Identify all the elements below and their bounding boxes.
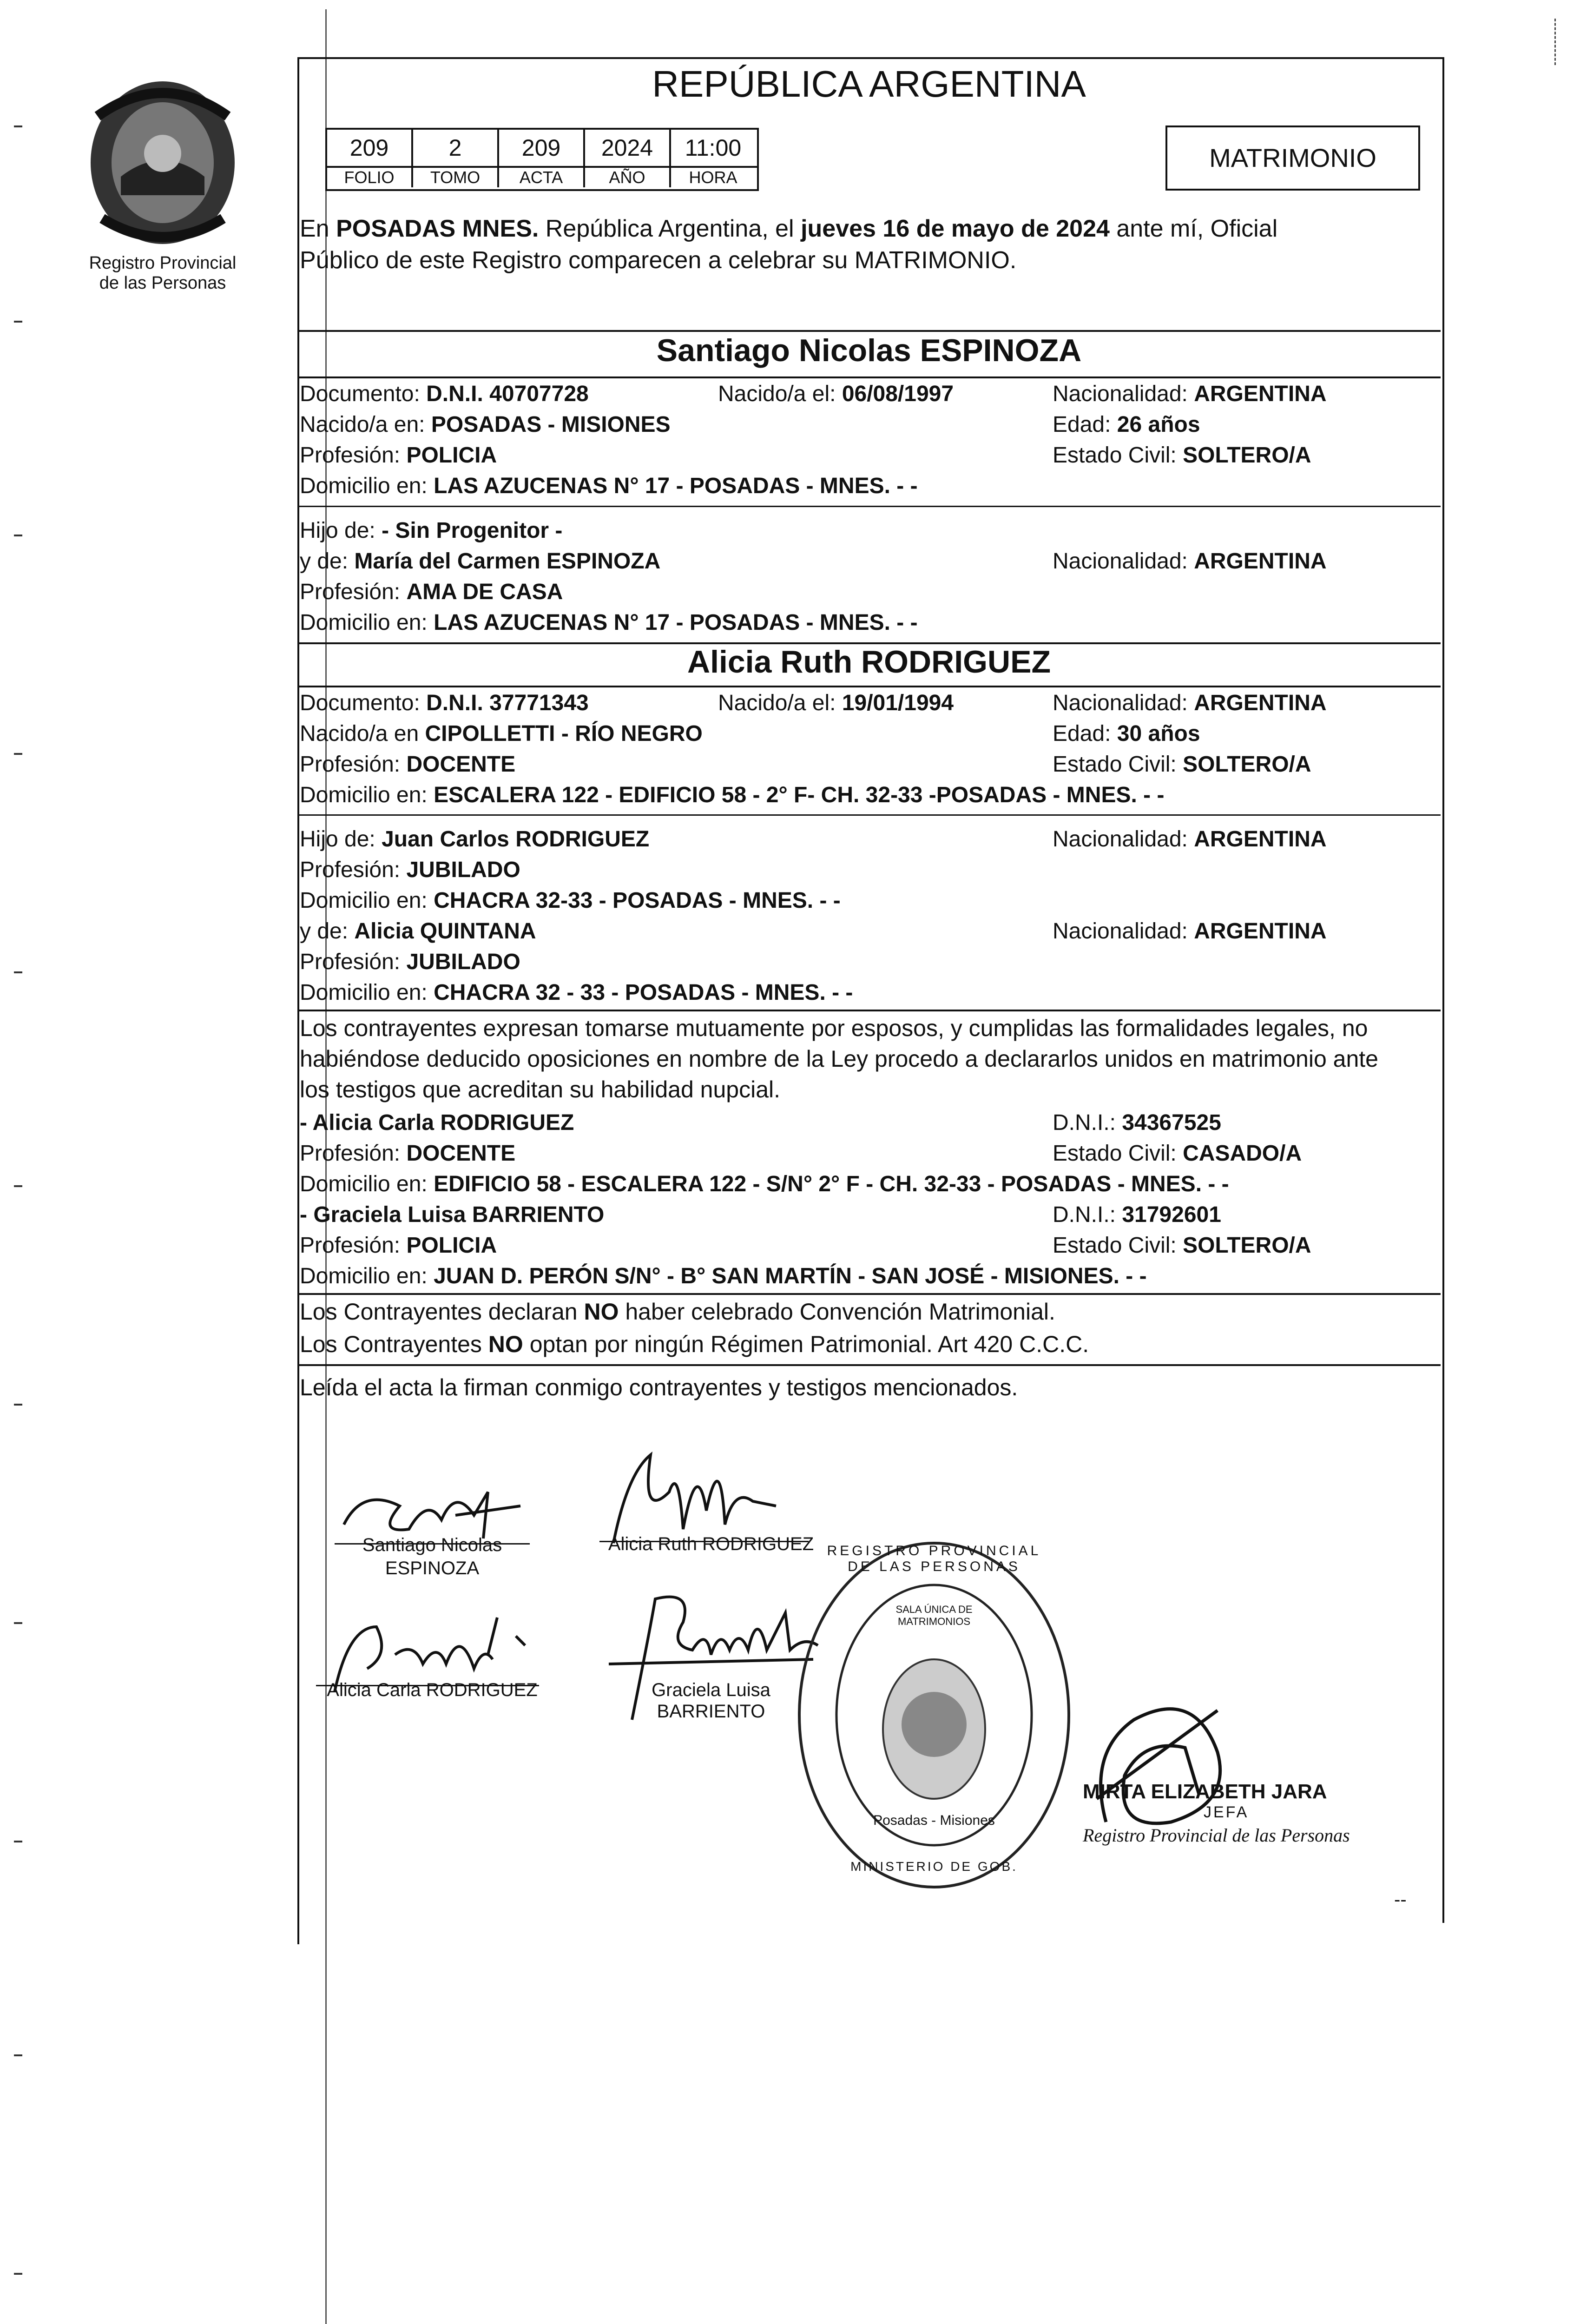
intro-line-1: En POSADAS MNES. República Argentina, el jueves 16 de mayo de 2024 ante mí, Oficial bbox=[300, 215, 1278, 242]
logo bbox=[70, 74, 256, 293]
divider-thin bbox=[297, 814, 1441, 816]
tomo-value: 2 bbox=[413, 130, 499, 166]
margin-tick bbox=[14, 125, 22, 127]
signer-4-line-1: Graciela Luisa bbox=[652, 1680, 770, 1700]
tomo-label: TOMO bbox=[413, 168, 499, 187]
act-type: MATRIMONIO bbox=[1209, 143, 1376, 172]
spouse2-row-addr: Domicilio en: ESCALERA 122 - EDIFICIO 58 - 2° F- CH. 32-33 -POSADAS - MNES. - - bbox=[300, 783, 1165, 807]
signer-4-line-2: BARRIENTO bbox=[657, 1701, 765, 1722]
declaration-line-3: los testigos que acreditan su habilidad nupcial. bbox=[300, 1076, 781, 1103]
margin-tick bbox=[14, 1622, 22, 1624]
intro-line-2: Público de este Registro comparecen a celebrar su MATRIMONIO. bbox=[300, 247, 1017, 274]
divider bbox=[297, 686, 1441, 687]
hora-label: HORA bbox=[689, 168, 737, 187]
seal-city-text: Posadas - Misiones bbox=[873, 1813, 995, 1828]
margin-tick bbox=[14, 535, 22, 536]
margin-tick bbox=[14, 2273, 22, 2275]
divider bbox=[297, 1010, 1441, 1011]
acta-value: 209 bbox=[499, 130, 585, 166]
logo-caption-1: Registro Provincial bbox=[89, 253, 237, 273]
margin-tick bbox=[14, 321, 22, 323]
acta-label: ACTA bbox=[499, 168, 585, 187]
spouse1-mother-prof: Profesión: AMA DE CASA bbox=[300, 580, 563, 604]
spouse1-row-addr: Domicilio en: LAS AZUCENAS N° 17 - POSADAS - MNES. - - bbox=[300, 474, 918, 498]
signer-1-line-2: ESPINOZA bbox=[385, 1558, 480, 1578]
seal-ministry-text: MINISTERIO DE GOB. bbox=[850, 1859, 1018, 1874]
margin-tick bbox=[14, 2054, 22, 2056]
margin-tick bbox=[14, 753, 22, 755]
margin-tick bbox=[14, 1185, 22, 1187]
spouse1-name: Santiago Nicolas ESPINOZA bbox=[656, 333, 1082, 368]
signer-2: Alicia Ruth RODRIGUEZ bbox=[608, 1534, 814, 1554]
divider bbox=[297, 376, 1441, 378]
divider-thin bbox=[297, 506, 1441, 507]
intro-date: jueves 16 de mayo de 2024 bbox=[801, 215, 1110, 242]
convention-line-1: Los Contrayentes declaran NO haber celebrado Convención Matrimonial. bbox=[300, 1299, 1055, 1325]
closing-text: Leída el acta la firman conmigo contrayentes y testigos mencionados. bbox=[300, 1374, 1018, 1400]
hora-value: 11:00 bbox=[685, 135, 742, 161]
seal-outer-text: REGISTRO PROVINCIAL DE LAS PERSONAS bbox=[827, 1543, 1041, 1574]
act-type-box bbox=[1165, 125, 1420, 191]
spouse2-mother-prof: Profesión: JUBILADO bbox=[300, 950, 520, 974]
witness2-addr-row: Domicilio en: JUAN D. PERÓN S/N° - B° SAN MARTÍN - SAN JOSÉ - MISIONES. - - bbox=[300, 1264, 1147, 1288]
right-edge-mark bbox=[1554, 19, 1556, 65]
folio-label: FOLIO bbox=[327, 168, 413, 187]
signer-3: Alicia Carla RODRIGUEZ bbox=[327, 1680, 538, 1700]
footer-dash: -- bbox=[1394, 1889, 1407, 1910]
anio-value: 2024 bbox=[585, 130, 671, 166]
spouse2-name: Alicia Ruth RODRIGUEZ bbox=[687, 644, 1051, 680]
intro-place: POSADAS MNES. bbox=[336, 215, 539, 242]
declaration-line-2: habiéndose deducido oposiciones en nombre de la Ley procedo a declararlos unidos en matrimonio ante bbox=[300, 1046, 1378, 1072]
divider bbox=[297, 330, 1441, 332]
official-title: JEFA bbox=[1204, 1803, 1249, 1821]
folio-value: 209 bbox=[327, 130, 413, 166]
country-title: REPÚBLICA ARGENTINA bbox=[652, 63, 1086, 105]
seal-inner-text: SALA ÚNICA DE MATRIMONIOS bbox=[895, 1604, 973, 1627]
convention-line-2: Los Contrayentes NO optan por ningún Régimen Patrimonial. Art 420 C.C.C. bbox=[300, 1331, 1089, 1357]
spouse2-father-prof: Profesión: JUBILADO bbox=[300, 858, 520, 882]
divider bbox=[297, 1364, 1441, 1366]
spouse2-mother-addr: Domicilio en: CHACRA 32 - 33 - POSADAS - MNES. - - bbox=[300, 980, 853, 1005]
spouse1-father: Hijo de: - Sin Progenitor - bbox=[300, 518, 563, 543]
margin-tick bbox=[14, 1404, 22, 1406]
province-emblem-icon bbox=[70, 74, 256, 251]
margin-tick bbox=[14, 971, 22, 973]
logo-caption-2: de las Personas bbox=[99, 273, 226, 293]
registry-seal-icon bbox=[790, 1534, 1078, 1896]
anio-label: AÑO bbox=[585, 168, 671, 187]
margin-tick bbox=[14, 1841, 22, 1842]
official-org: Registro Provincial de las Personas bbox=[1083, 1825, 1350, 1846]
witness1-addr-row: Domicilio en: EDIFICIO 58 - ESCALERA 122 - S/N° 2° F - CH. 32-33 - POSADAS - MNES. - - bbox=[300, 1172, 1229, 1196]
divider bbox=[297, 1293, 1441, 1295]
official-name: MIRTA ELIZABETH JARA bbox=[1083, 1780, 1327, 1803]
spouse1-mother-addr: Domicilio en: LAS AZUCENAS N° 17 - POSADAS - MNES. - - bbox=[300, 610, 918, 635]
spouse2-father-addr: Domicilio en: CHACRA 32-33 - POSADAS - MNES. - - bbox=[300, 888, 841, 913]
declaration-line-1: Los contrayentes expresan tomarse mutuamente por esposos, y cumplidas las formalidades legales, no bbox=[300, 1015, 1368, 1041]
act-identifiers bbox=[325, 128, 759, 191]
signer-1-line-1: Santiago Nicolas bbox=[362, 1535, 502, 1555]
